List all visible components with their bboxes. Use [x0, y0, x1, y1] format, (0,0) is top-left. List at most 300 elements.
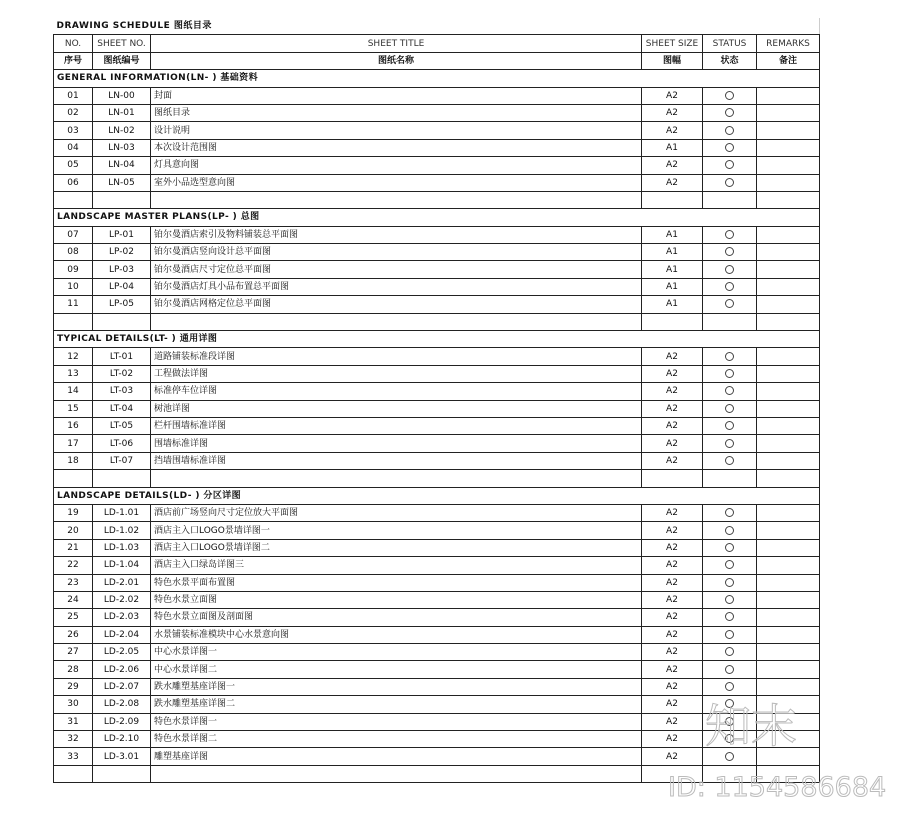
status-circle-icon	[725, 647, 734, 656]
sheet-size: A2	[642, 365, 703, 382]
table-row	[54, 748, 820, 765]
remarks-cell	[757, 713, 820, 730]
status-cell	[703, 591, 757, 608]
blank-cell	[642, 313, 703, 330]
remarks-cell	[757, 417, 820, 434]
row-number: 09	[54, 261, 93, 278]
remarks-cell	[757, 591, 820, 608]
header-sheet-title: SHEET TITLE	[151, 35, 642, 52]
sheet-number: LD-2.07	[93, 678, 151, 695]
remarks-cell	[757, 678, 820, 695]
status-circle-icon	[725, 421, 734, 430]
sheet-size: A2	[642, 522, 703, 539]
status-cell	[703, 609, 757, 626]
table-row	[54, 122, 820, 139]
row-number: 27	[54, 644, 93, 661]
remarks-cell	[757, 348, 820, 365]
sheet-number: LT-05	[93, 417, 151, 434]
sheet-number: LD-1.04	[93, 557, 151, 574]
row-number: 03	[54, 122, 93, 139]
sheet-number: LD-2.09	[93, 713, 151, 730]
row-number: 19	[54, 504, 93, 521]
sheet-size: A2	[642, 174, 703, 191]
blank-cell	[642, 470, 703, 487]
status-circle-icon	[725, 595, 734, 604]
header-no-cn: 序号	[54, 52, 93, 69]
status-circle-icon	[725, 699, 734, 708]
header-sheet-size: SHEET SIZE	[642, 35, 703, 52]
sheet-title: 栏杆围墙标准详图	[151, 417, 642, 434]
status-cell	[703, 261, 757, 278]
sheet-number: LD-1.01	[93, 504, 151, 521]
status-cell	[703, 122, 757, 139]
sheet-title: 跌水雕塑基座详图二	[151, 696, 642, 713]
remarks-cell	[757, 574, 820, 591]
section-header-row	[54, 487, 820, 504]
remarks-cell	[757, 661, 820, 678]
remarks-cell	[757, 504, 820, 521]
watermark-logo: 知末	[705, 699, 797, 753]
table-row	[54, 296, 820, 313]
sheet-title: 铂尔曼酒店尺寸定位总平面图	[151, 261, 642, 278]
remarks-cell	[757, 122, 820, 139]
header-sheet-no: SHEET NO.	[93, 35, 151, 52]
sheet-title: 道路铺装标准段详图	[151, 348, 642, 365]
sheet-title: 中心水景详图一	[151, 644, 642, 661]
status-cell	[703, 365, 757, 382]
blank-cell	[54, 191, 93, 208]
schedule-title: DRAWING SCHEDULE 图纸目录	[54, 18, 820, 35]
row-number: 05	[54, 157, 93, 174]
remarks-cell	[757, 400, 820, 417]
remarks-cell	[757, 626, 820, 643]
sheet-size: A1	[642, 278, 703, 295]
status-cell	[703, 174, 757, 191]
status-cell	[703, 557, 757, 574]
sheet-title: 铂尔曼酒店灯具小品布置总平面图	[151, 278, 642, 295]
status-circle-icon	[725, 91, 734, 100]
section-title: LANDSCAPE MASTER PLANS(LP- ) 总图	[54, 209, 820, 226]
row-number: 07	[54, 226, 93, 243]
remarks-cell	[757, 365, 820, 382]
status-cell	[703, 661, 757, 678]
table-row	[54, 104, 820, 121]
table-row	[54, 557, 820, 574]
sheet-title: 特色水景立面图及剖面图	[151, 609, 642, 626]
blank-cell	[757, 470, 820, 487]
row-number: 17	[54, 435, 93, 452]
table-row	[54, 696, 820, 713]
remarks-cell	[757, 644, 820, 661]
blank-row	[54, 470, 820, 487]
sheet-number: LN-02	[93, 122, 151, 139]
table-row	[54, 435, 820, 452]
status-circle-icon	[725, 665, 734, 674]
remarks-cell	[757, 139, 820, 156]
sheet-size: A2	[642, 557, 703, 574]
header-row-cn	[54, 52, 820, 69]
row-number: 30	[54, 696, 93, 713]
sheet-size: A2	[642, 435, 703, 452]
table-row	[54, 348, 820, 365]
sheet-title: 特色水景详图一	[151, 713, 642, 730]
header-status-cn: 状态	[703, 52, 757, 69]
row-number: 15	[54, 400, 93, 417]
status-circle-icon	[725, 299, 734, 308]
status-circle-icon	[725, 630, 734, 639]
status-cell	[703, 348, 757, 365]
sheet-size: A2	[642, 383, 703, 400]
table-row	[54, 574, 820, 591]
status-cell	[703, 104, 757, 121]
remarks-cell	[757, 609, 820, 626]
status-cell	[703, 435, 757, 452]
sheet-number: LT-07	[93, 452, 151, 469]
status-cell	[703, 417, 757, 434]
remarks-cell	[757, 435, 820, 452]
sheet-size: A2	[642, 122, 703, 139]
section-title: GENERAL INFORMATION(LN- ) 基础资料	[54, 70, 820, 87]
row-number: 08	[54, 244, 93, 261]
status-cell	[703, 400, 757, 417]
remarks-cell	[757, 157, 820, 174]
sheet-title: 图纸目录	[151, 104, 642, 121]
sheet-title: 酒店主入口LOGO景墙详图二	[151, 539, 642, 556]
sheet-number: LN-01	[93, 104, 151, 121]
sheet-number: LT-03	[93, 383, 151, 400]
blank-cell	[757, 765, 820, 782]
sheet-size: A1	[642, 139, 703, 156]
row-number: 14	[54, 383, 93, 400]
remarks-cell	[757, 748, 820, 765]
sheet-number: LD-2.05	[93, 644, 151, 661]
status-circle-icon	[725, 230, 734, 239]
sheet-size: A2	[642, 678, 703, 695]
sheet-size: A2	[642, 661, 703, 678]
row-number: 06	[54, 174, 93, 191]
sheet-number: LN-04	[93, 157, 151, 174]
status-circle-icon	[725, 108, 734, 117]
status-circle-icon	[725, 265, 734, 274]
remarks-cell	[757, 731, 820, 748]
sheet-number: LT-02	[93, 365, 151, 382]
status-circle-icon	[725, 543, 734, 552]
sheet-title: 酒店主入口LOGO景墙详图一	[151, 522, 642, 539]
status-circle-icon	[725, 752, 734, 761]
sheet-title: 标准停车位详图	[151, 383, 642, 400]
status-circle-icon	[725, 578, 734, 587]
remarks-cell	[757, 244, 820, 261]
blank-cell	[703, 470, 757, 487]
sheet-title: 酒店前广场竖向尺寸定位放大平面图	[151, 504, 642, 521]
section-header-row	[54, 209, 820, 226]
blank-cell	[757, 191, 820, 208]
status-cell	[703, 696, 757, 713]
sheet-size: A2	[642, 626, 703, 643]
table-row	[54, 400, 820, 417]
table-row	[54, 661, 820, 678]
status-cell	[703, 87, 757, 104]
sheet-number: LD-2.03	[93, 609, 151, 626]
status-cell	[703, 139, 757, 156]
sheet-number: LD-2.10	[93, 731, 151, 748]
remarks-cell	[757, 539, 820, 556]
section-header-row	[54, 331, 820, 348]
status-cell	[703, 504, 757, 521]
sheet-number: LT-04	[93, 400, 151, 417]
status-circle-icon	[725, 456, 734, 465]
sheet-number: LN-05	[93, 174, 151, 191]
sheet-title: 铂尔曼酒店索引及物料铺装总平面图	[151, 226, 642, 243]
sheet-size: A2	[642, 104, 703, 121]
table-row	[54, 244, 820, 261]
status-cell	[703, 296, 757, 313]
blank-cell	[151, 765, 642, 782]
header-row-en	[54, 35, 820, 52]
sheet-size: A2	[642, 400, 703, 417]
blank-cell	[54, 313, 93, 330]
sheet-title: 围墙标准详图	[151, 435, 642, 452]
status-circle-icon	[725, 143, 734, 152]
blank-row	[54, 191, 820, 208]
row-number: 24	[54, 591, 93, 608]
sheet-size: A2	[642, 417, 703, 434]
sheet-title: 特色水景立面图	[151, 591, 642, 608]
row-number: 25	[54, 609, 93, 626]
sheet-size: A2	[642, 696, 703, 713]
status-cell	[703, 748, 757, 765]
status-cell	[703, 452, 757, 469]
status-cell	[703, 539, 757, 556]
status-circle-icon	[725, 682, 734, 691]
sheet-size: A1	[642, 226, 703, 243]
status-circle-icon	[725, 282, 734, 291]
status-circle-icon	[725, 526, 734, 535]
header-no: NO.	[54, 35, 93, 52]
row-number: 02	[54, 104, 93, 121]
remarks-cell	[757, 261, 820, 278]
sheet-number: LD-2.06	[93, 661, 151, 678]
section-title: TYPICAL DETAILS(LT- ) 通用详图	[54, 331, 820, 348]
status-circle-icon	[725, 178, 734, 187]
sheet-size: A2	[642, 574, 703, 591]
blank-cell	[703, 191, 757, 208]
sheet-title: 室外小品选型意向图	[151, 174, 642, 191]
section-title: LANDSCAPE DETAILS(LD- ) 分区详图	[54, 487, 820, 504]
blank-cell	[151, 191, 642, 208]
status-cell	[703, 644, 757, 661]
sheet-title: 树池详图	[151, 400, 642, 417]
blank-cell	[703, 313, 757, 330]
remarks-cell	[757, 296, 820, 313]
blank-cell	[93, 191, 151, 208]
watermark-id: ID: 1154586684	[668, 772, 887, 803]
row-number: 04	[54, 139, 93, 156]
table-row	[54, 626, 820, 643]
table-row	[54, 278, 820, 295]
table-row	[54, 157, 820, 174]
sheet-title: 本次设计范围图	[151, 139, 642, 156]
sheet-number: LP-03	[93, 261, 151, 278]
table-row	[54, 504, 820, 521]
row-number: 33	[54, 748, 93, 765]
table-row	[54, 713, 820, 730]
blank-cell	[151, 470, 642, 487]
sheet-number: LD-2.08	[93, 696, 151, 713]
sheet-title: 雕塑基座详图	[151, 748, 642, 765]
sheet-title: 跌水雕塑基座详图一	[151, 678, 642, 695]
table-row	[54, 174, 820, 191]
section-header-row	[54, 70, 820, 87]
row-number: 31	[54, 713, 93, 730]
header-sheet-no-cn: 图纸编号	[93, 52, 151, 69]
sheet-size: A2	[642, 713, 703, 730]
table-row	[54, 365, 820, 382]
blank-cell	[54, 470, 93, 487]
blank-cell	[703, 765, 757, 782]
title-row	[54, 18, 820, 35]
table-row	[54, 644, 820, 661]
table-row	[54, 609, 820, 626]
sheet-title: 特色水景详图二	[151, 731, 642, 748]
table-row	[54, 539, 820, 556]
status-circle-icon	[725, 734, 734, 743]
sheet-number: LP-04	[93, 278, 151, 295]
header-remarks: REMARKS	[757, 35, 820, 52]
remarks-cell	[757, 104, 820, 121]
row-number: 11	[54, 296, 93, 313]
sheet-number: LD-3.01	[93, 748, 151, 765]
sheet-number: LD-1.03	[93, 539, 151, 556]
remarks-cell	[757, 174, 820, 191]
table-row	[54, 226, 820, 243]
sheet-number: LD-2.02	[93, 591, 151, 608]
sheet-number: LP-02	[93, 244, 151, 261]
status-cell	[703, 678, 757, 695]
blank-cell	[642, 765, 703, 782]
remarks-cell	[757, 452, 820, 469]
sheet-size: A1	[642, 296, 703, 313]
row-number: 18	[54, 452, 93, 469]
status-cell	[703, 522, 757, 539]
row-number: 01	[54, 87, 93, 104]
sheet-number: LD-2.04	[93, 626, 151, 643]
sheet-title: 酒店主入口绿岛详图三	[151, 557, 642, 574]
header-sheet-title-cn: 图纸名称	[151, 52, 642, 69]
table-row	[54, 383, 820, 400]
status-circle-icon	[725, 126, 734, 135]
status-cell	[703, 226, 757, 243]
status-circle-icon	[725, 508, 734, 517]
status-cell	[703, 713, 757, 730]
sheet-size: A2	[642, 609, 703, 626]
status-cell	[703, 278, 757, 295]
row-number: 16	[54, 417, 93, 434]
sheet-number: LD-1.02	[93, 522, 151, 539]
sheet-size: A1	[642, 261, 703, 278]
blank-row	[54, 313, 820, 330]
sheet-title: 工程做法详图	[151, 365, 642, 382]
sheet-title: 特色水景平面布置图	[151, 574, 642, 591]
status-circle-icon	[725, 439, 734, 448]
sheet-size: A2	[642, 348, 703, 365]
status-circle-icon	[725, 369, 734, 378]
status-cell	[703, 244, 757, 261]
remarks-cell	[757, 87, 820, 104]
sheet-size: A2	[642, 748, 703, 765]
remarks-cell	[757, 522, 820, 539]
remarks-cell	[757, 557, 820, 574]
status-cell	[703, 574, 757, 591]
status-circle-icon	[725, 160, 734, 169]
sheet-size: A2	[642, 157, 703, 174]
status-circle-icon	[725, 560, 734, 569]
status-circle-icon	[725, 717, 734, 726]
blank-cell	[757, 313, 820, 330]
sheet-title: 中心水景详图二	[151, 661, 642, 678]
sheet-number: LN-00	[93, 87, 151, 104]
status-circle-icon	[725, 386, 734, 395]
table-row	[54, 452, 820, 469]
sheet-size: A2	[642, 504, 703, 521]
blank-cell	[93, 313, 151, 330]
status-circle-icon	[725, 612, 734, 621]
header-status: STATUS	[703, 35, 757, 52]
header-remarks-cn: 备注	[757, 52, 820, 69]
table-row	[54, 522, 820, 539]
sheet-number: LP-01	[93, 226, 151, 243]
row-number: 28	[54, 661, 93, 678]
status-circle-icon	[725, 247, 734, 256]
sheet-title: 铂尔曼酒店网格定位总平面图	[151, 296, 642, 313]
table-row	[54, 731, 820, 748]
table-row	[54, 139, 820, 156]
row-number: 21	[54, 539, 93, 556]
sheet-size: A2	[642, 452, 703, 469]
sheet-title: 灯具意向图	[151, 157, 642, 174]
row-number: 12	[54, 348, 93, 365]
sheet-title: 铂尔曼酒店竖向设计总平面图	[151, 244, 642, 261]
table-row	[54, 591, 820, 608]
status-cell	[703, 731, 757, 748]
row-number: 32	[54, 731, 93, 748]
sheet-title: 水景铺装标准模块中心水景意向图	[151, 626, 642, 643]
sheet-number: LT-01	[93, 348, 151, 365]
sheet-number: LP-05	[93, 296, 151, 313]
blank-cell	[151, 313, 642, 330]
status-cell	[703, 157, 757, 174]
status-cell	[703, 626, 757, 643]
row-number: 26	[54, 626, 93, 643]
row-number: 10	[54, 278, 93, 295]
sheet-size: A2	[642, 731, 703, 748]
drawing-schedule-table	[53, 18, 820, 783]
sheet-title: 封面	[151, 87, 642, 104]
remarks-cell	[757, 383, 820, 400]
table-row	[54, 417, 820, 434]
table-row	[54, 87, 820, 104]
row-number: 20	[54, 522, 93, 539]
remarks-cell	[757, 278, 820, 295]
status-circle-icon	[725, 352, 734, 361]
table-row	[54, 261, 820, 278]
sheet-size: A2	[642, 591, 703, 608]
remarks-cell	[757, 226, 820, 243]
sheet-title: 挡墙围墙标准详图	[151, 452, 642, 469]
blank-cell	[54, 765, 93, 782]
blank-cell	[93, 765, 151, 782]
blank-cell	[93, 470, 151, 487]
